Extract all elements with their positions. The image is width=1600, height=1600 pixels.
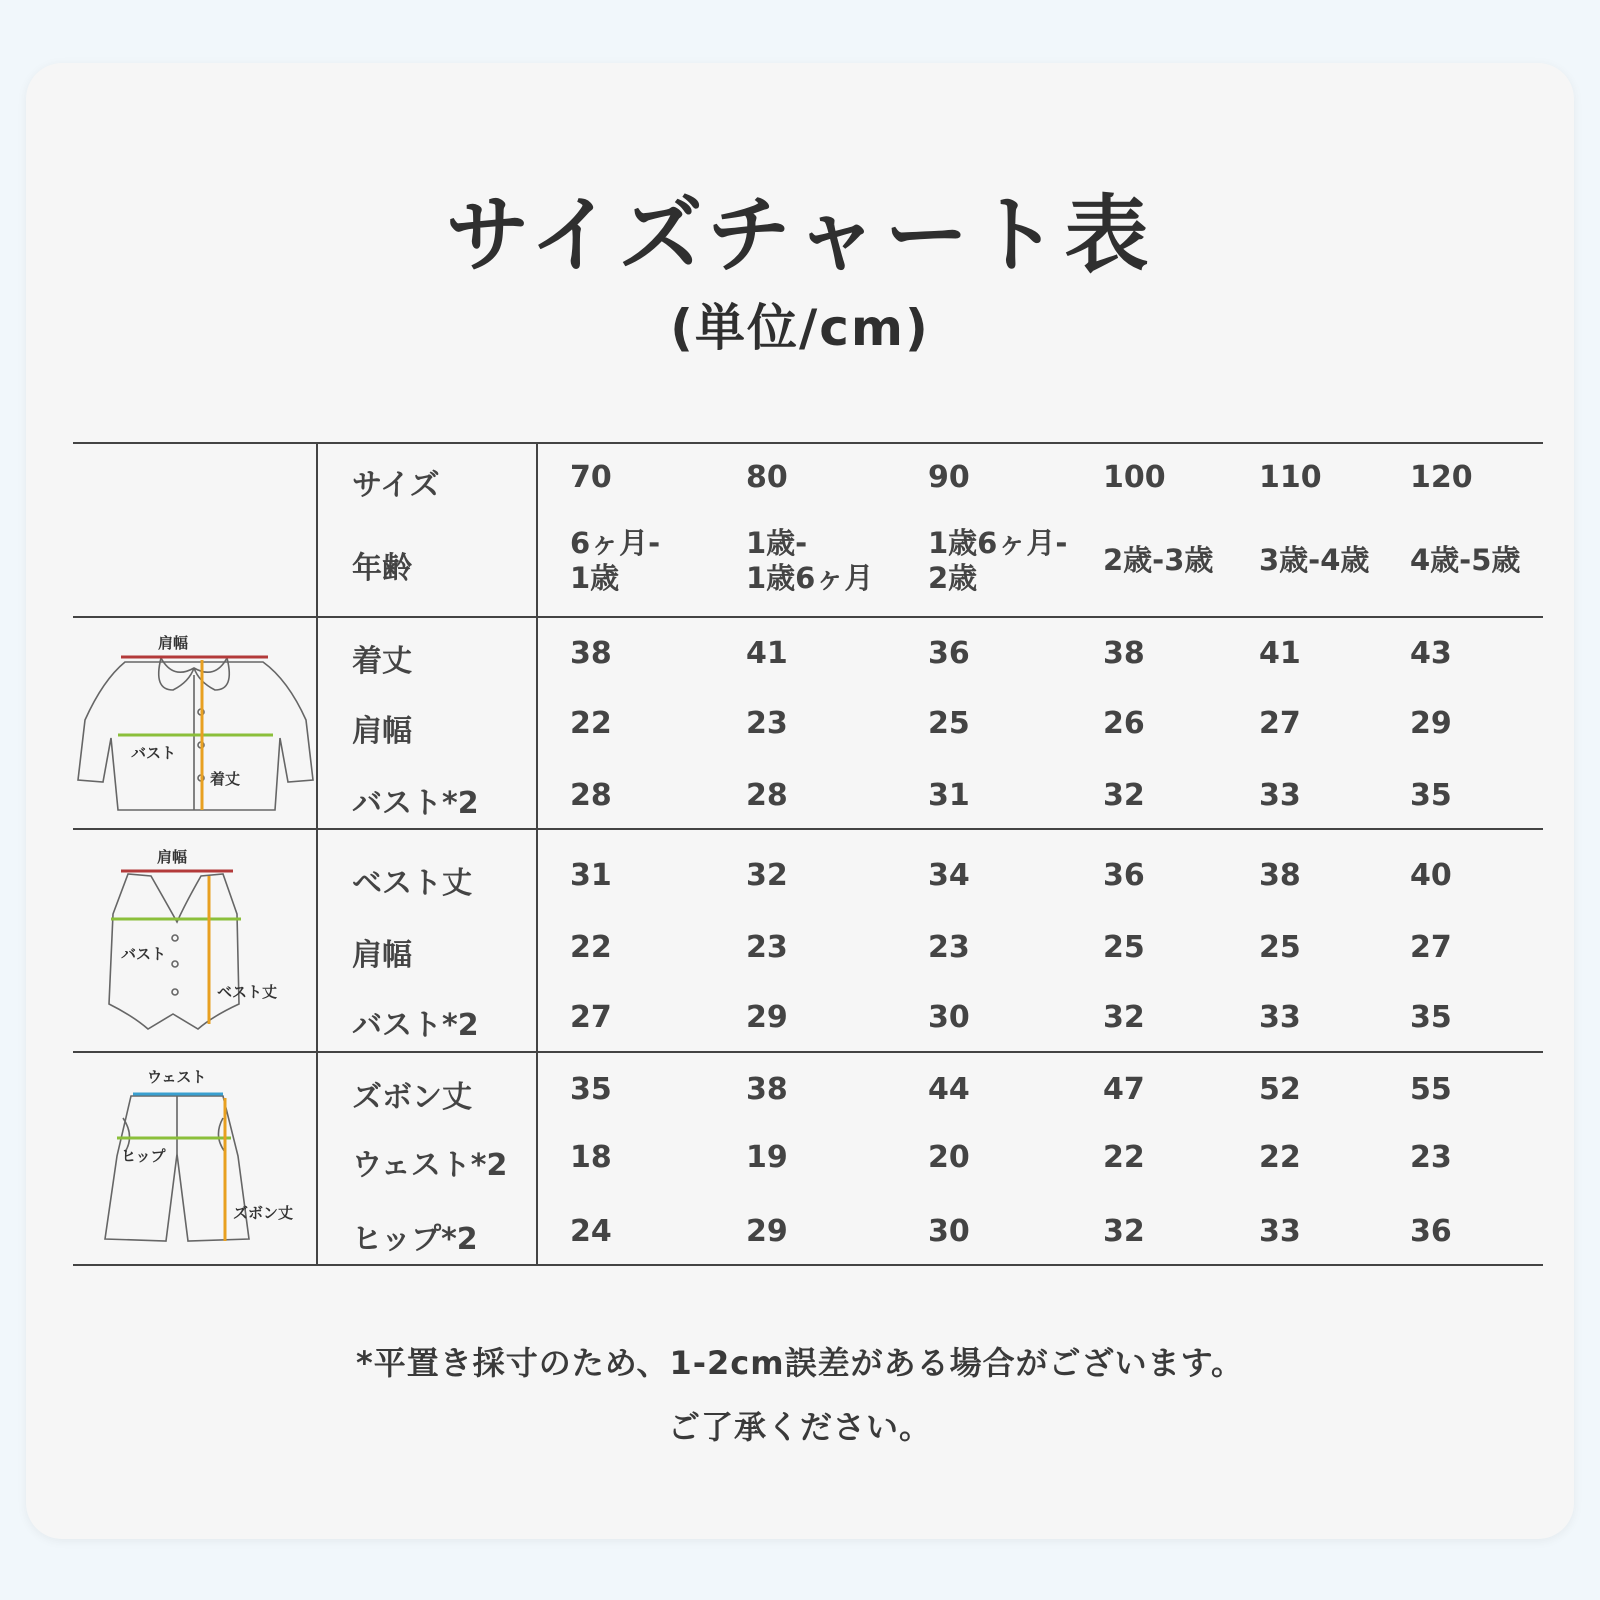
age-line: 1歳 <box>570 561 620 595</box>
value-cell: 19 <box>746 1140 788 1175</box>
row-label-shirt-shoulder: 肩幅 <box>352 714 412 749</box>
value-cell: 35 <box>570 1072 612 1107</box>
illus-label: ヒップ <box>121 1147 166 1165</box>
value-cell: 31 <box>570 858 612 893</box>
value-cell: 28 <box>570 778 612 813</box>
row-label-pants-hip: ヒップ*2 <box>352 1222 478 1257</box>
shorts-illustration <box>73 1056 315 1261</box>
shirt-illustration <box>73 620 315 825</box>
value-cell: 31 <box>928 778 970 813</box>
value-cell: 33 <box>1259 1000 1301 1035</box>
illus-label: 肩幅 <box>158 634 189 652</box>
age-line: 2歳 <box>928 561 978 595</box>
age-line: 1歳6ヶ月 <box>746 561 874 595</box>
value-cell: 35 <box>1410 1000 1452 1035</box>
illus-label: バスト <box>131 744 177 762</box>
illus-label: ベスト丈 <box>217 983 278 1001</box>
value-cell: 38 <box>746 1072 788 1107</box>
value-cell: 22 <box>1103 1140 1145 1175</box>
value-cell: 24 <box>570 1214 612 1249</box>
value-cell: 27 <box>1259 706 1301 741</box>
size-header-120: 120 <box>1410 460 1473 495</box>
value-cell: 32 <box>1103 778 1145 813</box>
table-bottom-border <box>73 1264 1543 1266</box>
value-cell: 28 <box>746 778 788 813</box>
value-cell: 35 <box>1410 778 1452 813</box>
value-cell: 18 <box>570 1140 612 1175</box>
size-header-100: 100 <box>1103 460 1166 495</box>
age-cell-90 <box>928 526 1067 596</box>
age-line: 1歳6ヶ月- <box>928 526 1068 560</box>
age-cell-110: 3歳-4歳 <box>1259 543 1370 577</box>
header-divider <box>73 616 1543 618</box>
size-header-80: 80 <box>746 460 788 495</box>
value-cell: 32 <box>1103 1214 1145 1249</box>
table-top-border <box>73 442 1543 444</box>
age-cell-80 <box>746 526 873 596</box>
value-cell: 27 <box>570 1000 612 1035</box>
value-cell: 55 <box>1410 1072 1452 1107</box>
group-divider-2 <box>73 1051 1543 1053</box>
size-header-70: 70 <box>570 460 612 495</box>
illus-label: バスト <box>121 945 167 963</box>
column-divider-label <box>536 443 538 1265</box>
value-cell: 44 <box>928 1072 970 1107</box>
value-cell: 22 <box>570 706 612 741</box>
row-label-vest-shoulder: 肩幅 <box>352 938 412 973</box>
value-cell: 22 <box>1259 1140 1301 1175</box>
value-cell: 25 <box>1259 930 1301 965</box>
age-cell-70 <box>570 526 660 596</box>
value-cell: 30 <box>928 1000 970 1035</box>
value-cell: 36 <box>928 636 970 671</box>
value-cell: 23 <box>928 930 970 965</box>
age-cell-120: 4歳-5歳 <box>1410 543 1521 577</box>
illus-label: 着丈 <box>210 770 241 788</box>
value-cell: 47 <box>1103 1072 1145 1107</box>
value-cell: 25 <box>1103 930 1145 965</box>
value-cell: 41 <box>1259 636 1301 671</box>
value-cell: 23 <box>1410 1140 1452 1175</box>
value-cell: 36 <box>1103 858 1145 893</box>
value-cell: 29 <box>746 1000 788 1035</box>
value-cell: 40 <box>1410 858 1452 893</box>
value-cell: 52 <box>1259 1072 1301 1107</box>
page-title: サイズチャート表 <box>445 186 1155 284</box>
row-label-vest-bust: バスト*2 <box>352 1008 479 1043</box>
value-cell: 27 <box>1410 930 1452 965</box>
value-cell: 29 <box>1410 706 1452 741</box>
row-label-shirt-length: 着丈 <box>352 644 412 679</box>
row-label-vest-length: ベスト丈 <box>352 866 472 901</box>
value-cell: 32 <box>1103 1000 1145 1035</box>
value-cell: 25 <box>928 706 970 741</box>
value-cell: 26 <box>1103 706 1145 741</box>
value-cell: 20 <box>928 1140 970 1175</box>
value-cell: 38 <box>1259 858 1301 893</box>
row-label-pants-length: ズボン丈 <box>352 1080 472 1115</box>
value-cell: 23 <box>746 930 788 965</box>
value-cell: 41 <box>746 636 788 671</box>
illus-label: ズボン丈 <box>233 1204 294 1222</box>
age-line: 6ヶ月- <box>570 526 661 560</box>
value-cell: 34 <box>928 858 970 893</box>
group-divider-1 <box>73 828 1543 830</box>
value-cell: 38 <box>570 636 612 671</box>
value-cell: 36 <box>1410 1214 1452 1249</box>
age-header-label: 年齢 <box>352 551 412 586</box>
unit-subtitle: (単位/cm) <box>670 299 930 357</box>
value-cell: 43 <box>1410 636 1452 671</box>
value-cell: 38 <box>1103 636 1145 671</box>
note-line-2: ご了承ください。 <box>667 1408 932 1446</box>
value-cell: 30 <box>928 1214 970 1249</box>
value-cell: 33 <box>1259 778 1301 813</box>
row-label-shirt-bust: バスト*2 <box>352 786 479 821</box>
age-cell-100: 2歳-3歳 <box>1103 543 1214 577</box>
row-label-pants-waist: ウェスト*2 <box>352 1148 508 1183</box>
vest-illustration <box>73 834 315 1046</box>
value-cell: 23 <box>746 706 788 741</box>
size-header-90: 90 <box>928 460 970 495</box>
note-line-1: *平置き採寸のため、1-2cm誤差がある場合がございます。 <box>355 1344 1245 1382</box>
age-line: 1歳- <box>746 526 808 560</box>
size-header-110: 110 <box>1259 460 1322 495</box>
column-divider-illustration <box>316 443 318 1265</box>
value-cell: 33 <box>1259 1214 1301 1249</box>
size-header-label: サイズ <box>352 468 440 503</box>
value-cell: 32 <box>746 858 788 893</box>
value-cell: 22 <box>570 930 612 965</box>
illus-label: 肩幅 <box>157 848 188 866</box>
illus-label: ウェスト <box>147 1068 207 1086</box>
value-cell: 29 <box>746 1214 788 1249</box>
